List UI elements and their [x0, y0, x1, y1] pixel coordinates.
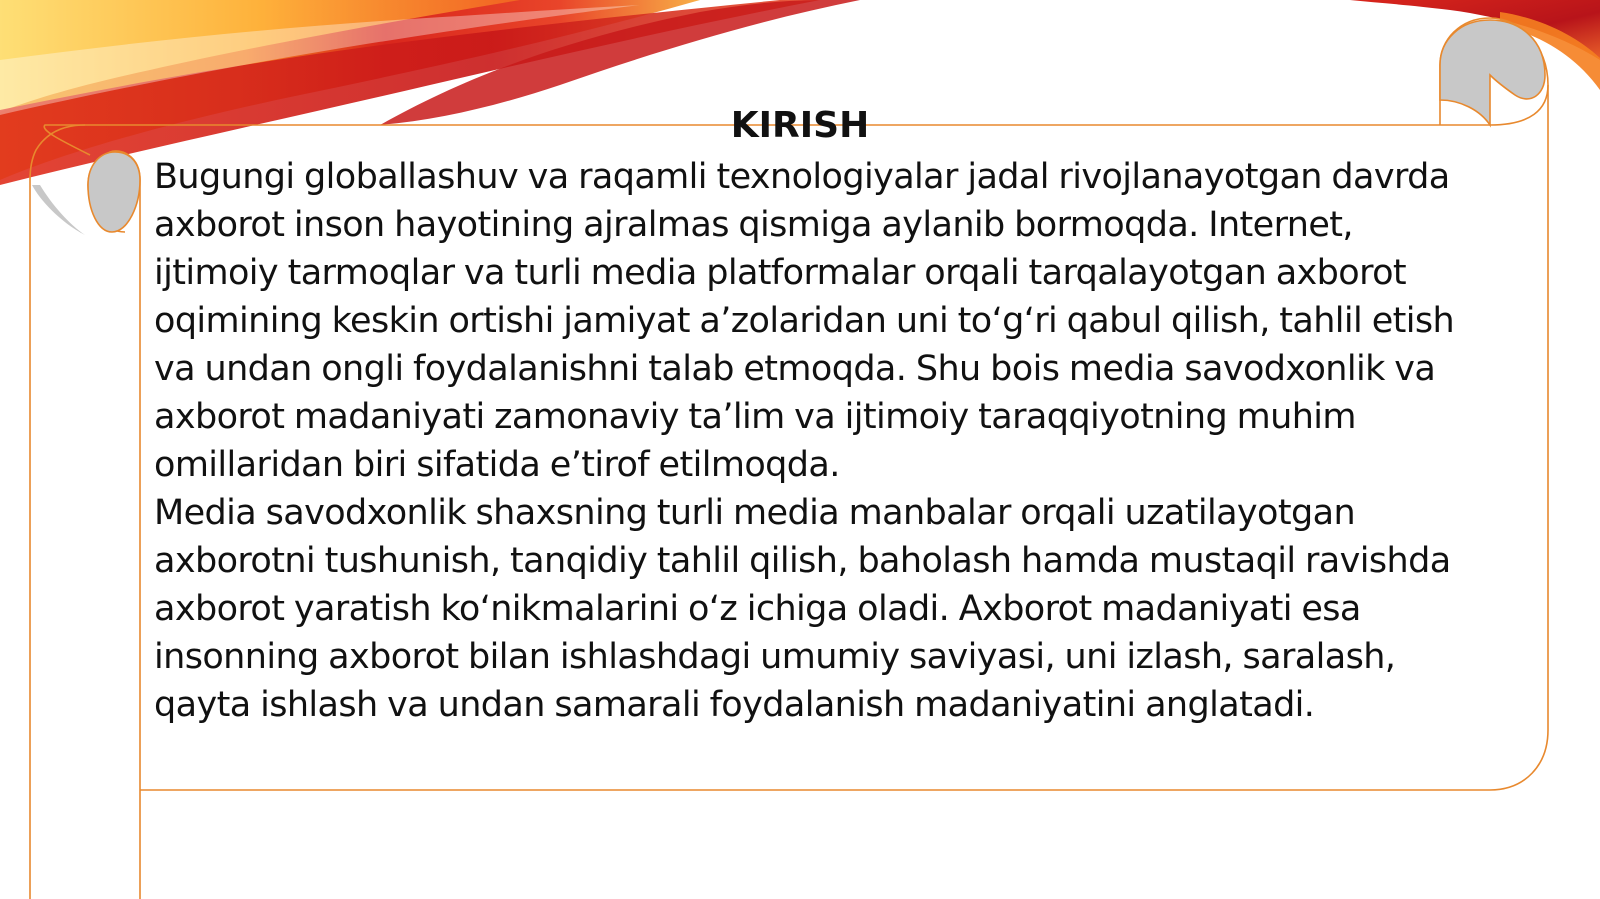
- paragraph-1: Bugungi globallashuv va raqamli texnologiyalar jadal rivojlanayotgan davrda axborot inson hayotining ajralmas qismiga aylanib bormoqda. Internet, ijtimoiy tarmoqlar va turli media platformalar orqali tarqalayotgan axborot oqimining keskin ortishi jamiyat a’zolaridan uni to‘g‘ri qabul qilish, tahlil etish va undan ongli foydalanishni talab etmoqda. Shu bois media savodxonlik va axborot madaniyati zamonaviy ta’lim va ijtimoiy taraqqiyotning muhim omillaridan biri sifatida e’tirof etilmoqda.: [154, 157, 1455, 485]
- paragraph-2: Media savodxonlik shaxsning turli media manbalar orqali uzatilayotgan axborotni tushunish, tanqidiy tahlil qilish, baholash hamda mustaqil ravishda axborot yaratish ko‘nikmalarini o‘z ichiga oladi. Axborot madaniyati esa insonning axborot bilan ishlashdagi umumiy saviyasi, uni izlash, saralash, qayta ishlash va undan samarali foydalanish madaniyatini anglatadi.: [154, 493, 1451, 725]
- slide-title: KIRISH: [730, 105, 870, 146]
- slide-body: [154, 153, 1464, 729]
